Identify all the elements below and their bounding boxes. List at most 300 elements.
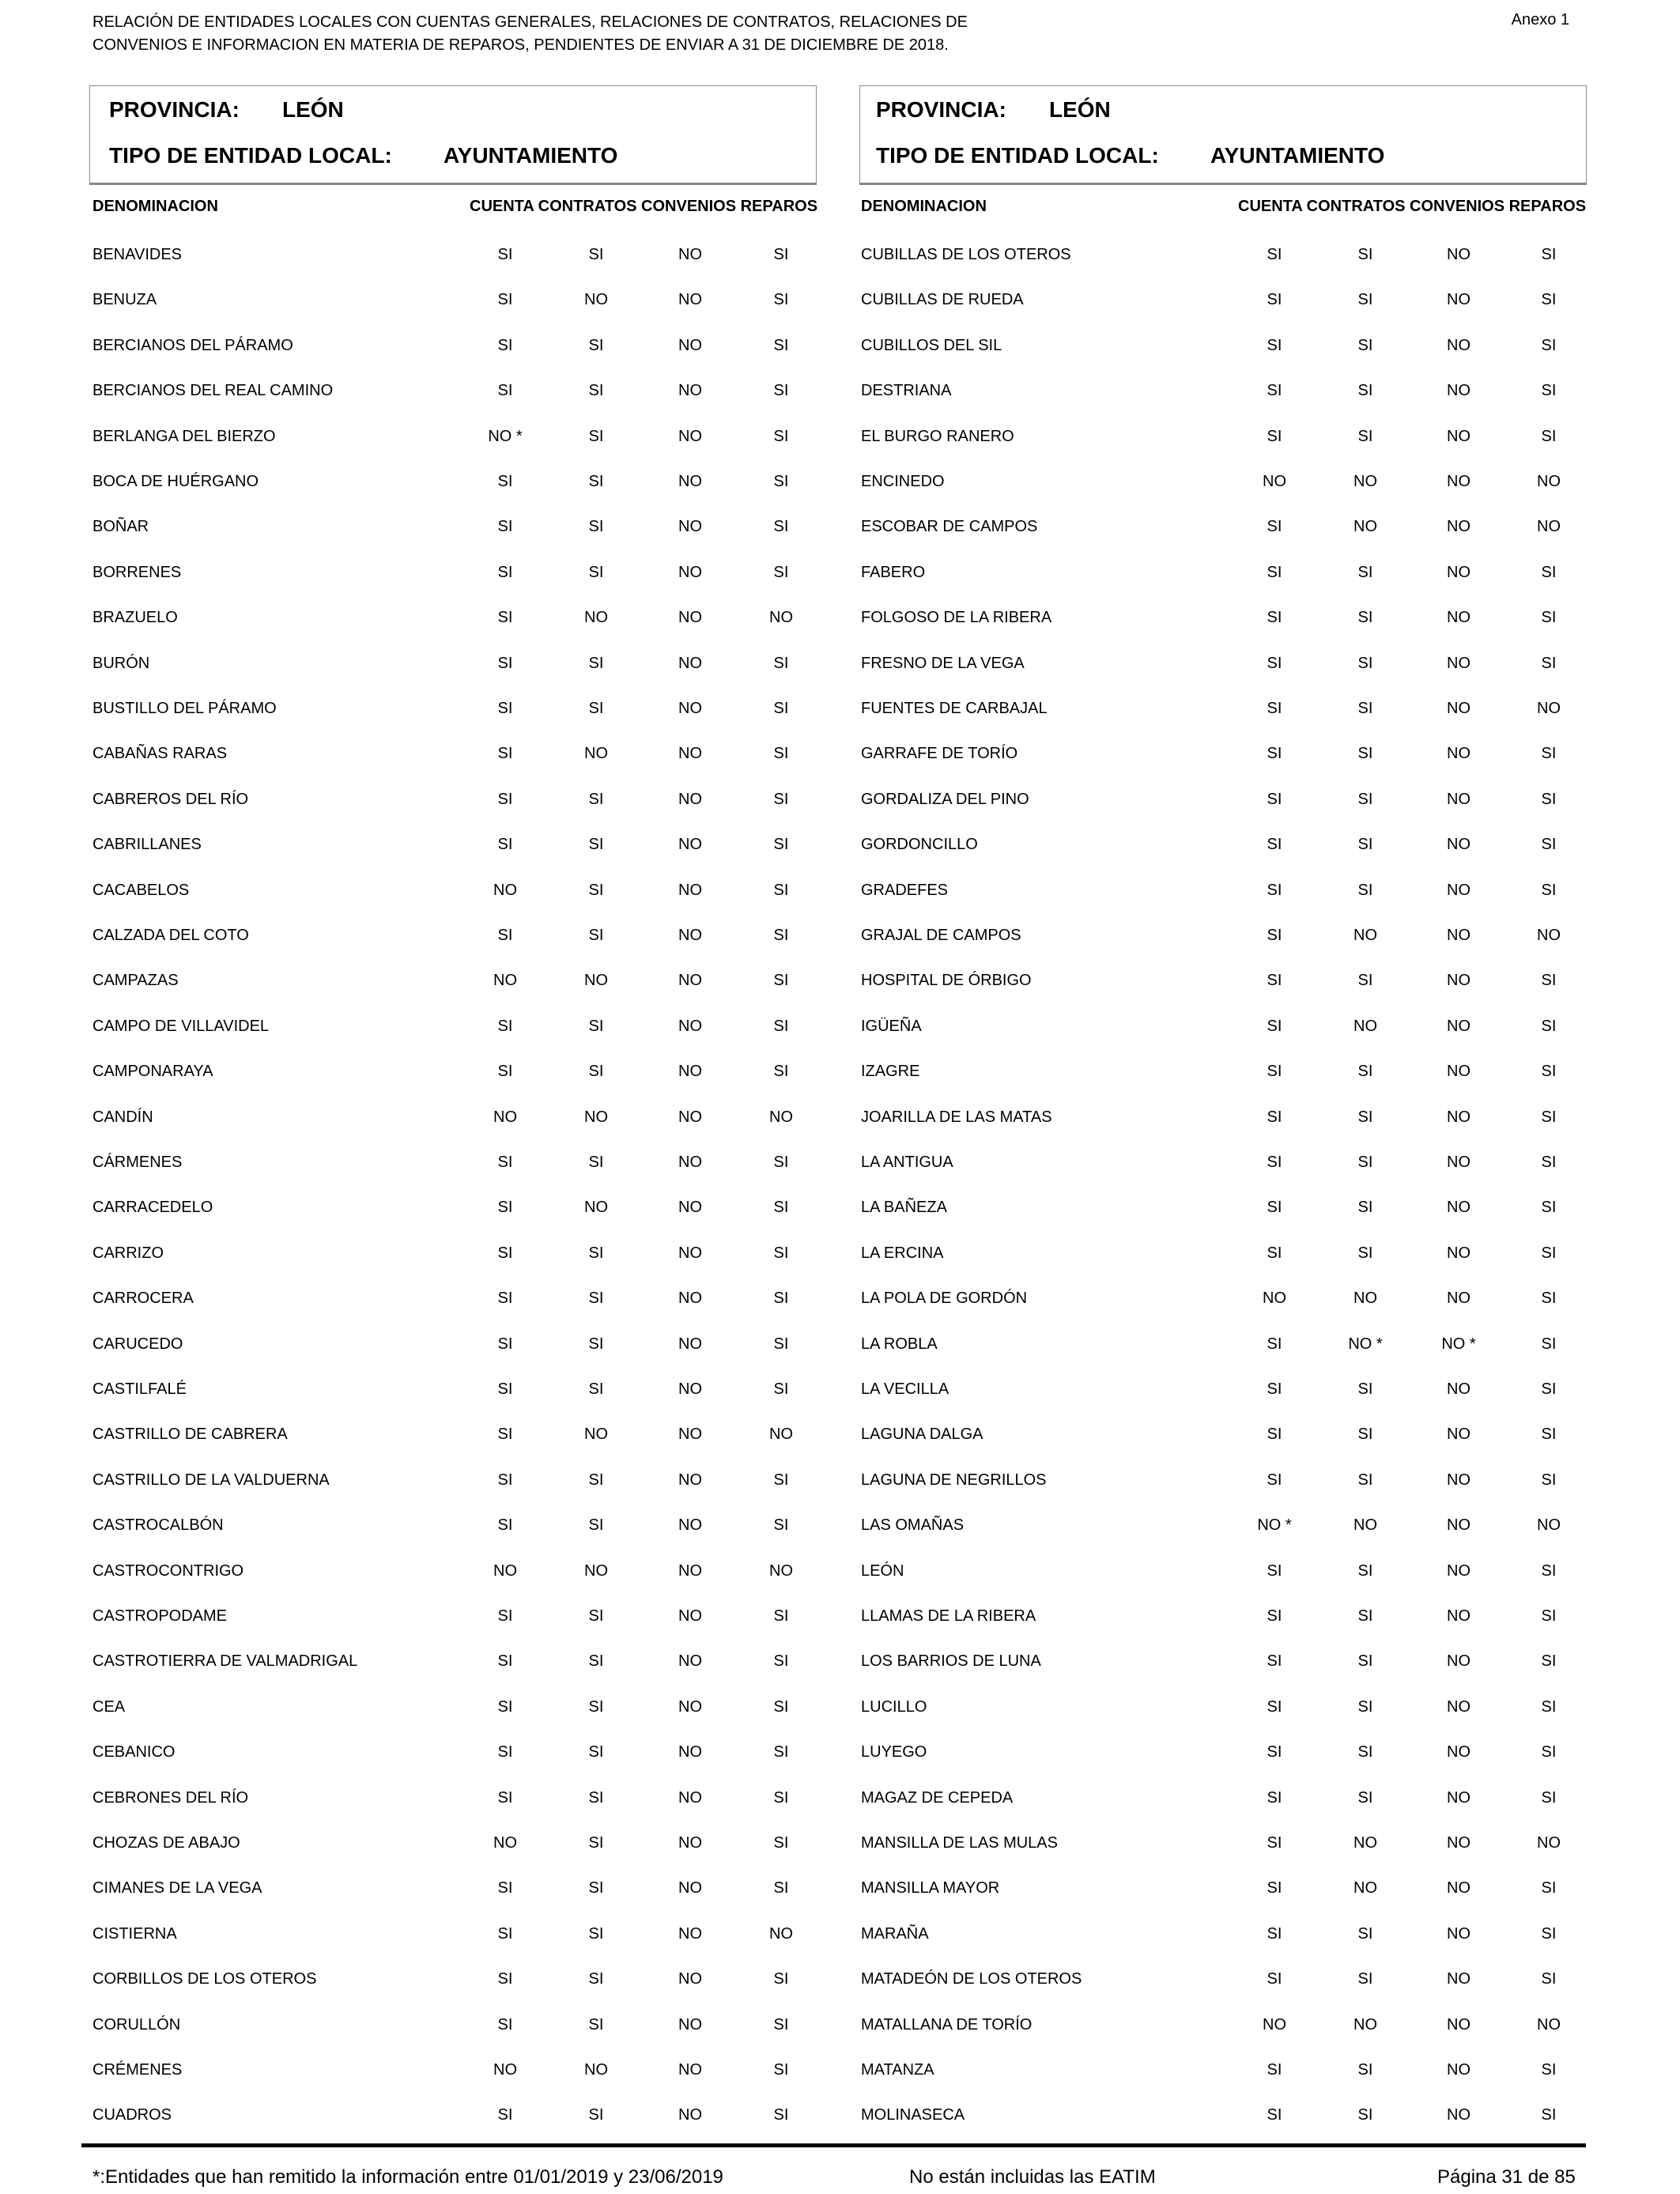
right-info-box (859, 85, 1587, 185)
cell-name: LA ERCINA (861, 1244, 944, 1262)
cell-name: MATADEÓN DE LOS OTEROS (861, 1970, 1082, 1988)
cell-convenios: NO (1447, 2106, 1470, 2124)
cell-reparos: SI (773, 1516, 789, 1535)
cell-cuenta: SI (1267, 836, 1282, 854)
cell-convenios: NO (1447, 2015, 1470, 2034)
cell-contratos: NO (584, 1199, 608, 1217)
cell-reparos: SI (773, 790, 789, 808)
cell-cuenta: SI (1267, 1335, 1282, 1353)
cell-convenios: NO (1447, 427, 1470, 445)
cell-name: CISTIERNA (92, 1924, 177, 1943)
cell-cuenta: SI (497, 1516, 513, 1535)
cell-convenios: NO (1447, 473, 1470, 490)
cell-reparos: SI (773, 2061, 789, 2079)
table-row (0, 1471, 1680, 1516)
cell-name: BOCA DE HUÉRGANO (92, 473, 259, 490)
cell-contratos: NO (584, 291, 608, 309)
footer-note: *:Entidades que han remitido la información entre 01/01/2019 y 23/06/2019 (92, 2166, 723, 2188)
cell-cuenta: SI (497, 291, 513, 309)
cell-contratos: SI (588, 1244, 604, 1262)
cell-convenios: NO (678, 473, 702, 490)
footer-eatim: No están incluidas las EATIM (909, 2166, 1156, 2188)
cell-name: BENUZA (92, 291, 157, 309)
provincia-value: LEÓN (1049, 97, 1111, 122)
cell-reparos: SI (773, 336, 789, 354)
table-row (0, 1516, 1680, 1561)
cell-contratos: SI (588, 881, 604, 899)
table-row (0, 1153, 1680, 1198)
cell-convenios: NO (678, 1426, 702, 1444)
cell-name: CÁRMENES (92, 1154, 183, 1171)
cell-cuenta: NO (493, 1561, 517, 1580)
cell-contratos: SI (588, 246, 604, 263)
title-line-1: RELACIÓN DE ENTIDADES LOCALES CON CUENTAS GENERALES, RELACIONES DE CONTRATOS, RELACIONES DE (92, 13, 968, 31)
cell-name: IZAGRE (861, 1063, 920, 1081)
cell-contratos: SI (1357, 1380, 1373, 1398)
table-row (0, 835, 1680, 880)
cell-reparos: SI (773, 518, 789, 536)
cell-contratos: SI (588, 654, 604, 672)
table-row (0, 1289, 1680, 1334)
cell-convenios: NO (1447, 1290, 1470, 1308)
cell-reparos: SI (1541, 1244, 1557, 1262)
cell-reparos: SI (773, 1017, 789, 1035)
cell-cuenta: SI (1267, 1154, 1282, 1171)
cell-name: CASTRILLO DE LA VALDUERNA (92, 1471, 330, 1489)
cell-cuenta: SI (1267, 1879, 1282, 1898)
cell-name: FOLGOSO DE LA RIBERA (861, 609, 1052, 627)
cell-name: CHOZAS DE ABAJO (92, 1834, 240, 1852)
cell-convenios: NO (678, 972, 702, 990)
cell-cuenta: SI (1267, 1244, 1282, 1262)
cell-reparos: SI (1541, 1335, 1557, 1353)
cell-convenios: NO (1447, 1063, 1470, 1081)
cell-convenios: NO (678, 2015, 702, 2034)
cell-contratos: SI (588, 1335, 604, 1353)
table-row (0, 971, 1680, 1016)
cell-cuenta: SI (1267, 1743, 1282, 1762)
cell-cuenta: SI (497, 745, 513, 763)
cell-cuenta: NO * (1257, 1516, 1292, 1535)
cell-convenios: NO (1447, 336, 1470, 354)
cell-name: MATANZA (861, 2061, 934, 2079)
cell-reparos: SI (773, 1879, 789, 1898)
cell-cuenta: SI (1267, 518, 1282, 536)
cell-cuenta: SI (1267, 1426, 1282, 1444)
cell-convenios: NO (1447, 1561, 1470, 1580)
cell-cuenta: NO (493, 2061, 517, 2079)
cell-cuenta: SI (497, 1788, 513, 1807)
cell-contratos: SI (1357, 1697, 1373, 1716)
cell-name: LA BAÑEZA (861, 1199, 947, 1217)
cell-cuenta: SI (497, 1426, 513, 1444)
cell-cuenta: SI (497, 1154, 513, 1171)
cell-reparos: SI (1541, 881, 1557, 899)
cell-name: CASTILFALÉ (92, 1380, 187, 1398)
cell-reparos: SI (1541, 790, 1557, 808)
cell-name: LAS OMAÑAS (861, 1516, 965, 1535)
left-info-box (89, 85, 817, 185)
cell-name: LA ANTIGUA (861, 1154, 953, 1171)
cell-reparos: NO (769, 1924, 793, 1943)
cell-name: MOLINASECA (861, 2106, 965, 2124)
cell-contratos: NO (584, 609, 608, 627)
cell-name: BERCIANOS DEL PÁRAMO (92, 336, 293, 354)
cell-name: LUCILLO (861, 1697, 927, 1716)
cell-reparos: SI (1541, 1063, 1557, 1081)
cell-convenios: NO (1447, 246, 1470, 263)
table-row (0, 608, 1680, 653)
cell-name: CUBILLAS DE LOS OTEROS (861, 246, 1071, 263)
cell-contratos: SI (588, 473, 604, 490)
table-row (0, 1969, 1680, 2015)
cell-cuenta: NO (493, 881, 517, 899)
cell-contratos: SI (1357, 382, 1373, 400)
cell-cuenta: NO * (488, 427, 523, 445)
cell-convenios: NO (1447, 609, 1470, 627)
table-row (0, 1743, 1680, 1788)
cell-reparos: SI (773, 427, 789, 445)
cell-convenios: NO (678, 1380, 702, 1398)
cell-contratos: SI (1357, 836, 1373, 854)
cell-name: GARRAFE DE TORÍO (861, 745, 1018, 763)
cell-cuenta: SI (1267, 972, 1282, 990)
cell-convenios: NO (678, 563, 702, 581)
cell-reparos: SI (773, 563, 789, 581)
cell-name: CEA (92, 1697, 126, 1716)
cell-name: BERCIANOS DEL REAL CAMINO (92, 382, 334, 400)
cell-name: FABERO (861, 563, 926, 581)
cell-convenios: NO (1447, 1154, 1470, 1171)
cell-contratos: SI (588, 1743, 604, 1762)
cell-contratos: NO (584, 745, 608, 763)
cell-reparos: SI (1541, 563, 1557, 581)
cell-name: LOS BARRIOS DE LUNA (861, 1652, 1041, 1671)
cell-convenios: NO (1447, 1380, 1470, 1398)
cell-cuenta: SI (1267, 881, 1282, 899)
cell-name: HOSPITAL DE ÓRBIGO (861, 972, 1032, 990)
cell-contratos: SI (588, 1924, 604, 1943)
cell-cuenta: SI (497, 1607, 513, 1625)
table-row (0, 1380, 1680, 1425)
cell-name: CIMANES DE LA VEGA (92, 1879, 262, 1898)
table-row (0, 563, 1680, 608)
cell-reparos: NO (1537, 473, 1561, 490)
title-line-2: CONVENIOS E INFORMACION EN MATERIA DE REPAROS, PENDIENTES DE ENVIAR A 31 DE DICIEMBRE DE 2018. (92, 36, 949, 54)
cell-contratos: SI (588, 836, 604, 854)
cell-convenios: NO (678, 1516, 702, 1535)
cell-reparos: SI (773, 1471, 789, 1489)
cell-convenios: NO (1447, 700, 1470, 717)
cell-name: CEBANICO (92, 1743, 176, 1762)
cell-contratos: SI (588, 1380, 604, 1398)
cell-name: CASTROTIERRA DE VALMADRIGAL (92, 1652, 358, 1671)
cell-name: BUSTILLO DEL PÁRAMO (92, 700, 277, 717)
cell-convenios: NO (678, 336, 702, 354)
cell-reparos: SI (773, 1335, 789, 1353)
cell-reparos: SI (1541, 1652, 1557, 1671)
cell-cuenta: SI (1267, 700, 1282, 717)
cell-cuenta: SI (497, 518, 513, 536)
cell-contratos: NO (1353, 1516, 1377, 1535)
cell-reparos: NO (1537, 700, 1561, 717)
cell-contratos: SI (588, 427, 604, 445)
cell-name: FUENTES DE CARBAJAL (861, 700, 1048, 717)
cell-reparos: SI (1541, 1743, 1557, 1762)
cell-name: GORDONCILLO (861, 836, 978, 854)
cell-name: CAMPAZAS (92, 972, 179, 990)
cell-reparos: SI (1541, 1607, 1557, 1625)
cell-reparos: SI (773, 1970, 789, 1988)
cell-reparos: SI (1541, 1788, 1557, 1807)
cell-reparos: SI (773, 1788, 789, 1807)
cell-reparos: SI (773, 473, 789, 490)
cell-cuenta: SI (497, 700, 513, 717)
cell-convenios: NO (1447, 1652, 1470, 1671)
cell-cuenta: SI (1267, 2061, 1282, 2079)
cell-cuenta: SI (497, 1017, 513, 1035)
cell-convenios: NO (678, 1063, 702, 1081)
cell-reparos: NO (769, 609, 793, 627)
cell-convenios: NO (678, 1788, 702, 1807)
cell-contratos: SI (588, 790, 604, 808)
cell-contratos: SI (1357, 654, 1373, 672)
cell-convenios: NO (1447, 1743, 1470, 1762)
table-row (0, 1062, 1680, 1107)
cell-convenios: NO (1447, 881, 1470, 899)
cell-cuenta: SI (1267, 1834, 1282, 1852)
cell-reparos: SI (1541, 1879, 1557, 1898)
table-row (0, 1561, 1680, 1607)
cell-convenios: NO (678, 654, 702, 672)
cell-name: LEÓN (861, 1561, 904, 1580)
footer-divider (81, 2143, 1586, 2147)
cell-convenios: NO (678, 1652, 702, 1671)
cell-cuenta: NO (493, 1108, 517, 1126)
cell-cuenta: SI (1267, 1788, 1282, 1807)
cell-reparos: NO (1537, 927, 1561, 944)
cell-contratos: SI (588, 1652, 604, 1671)
table-row (0, 744, 1680, 789)
tipo-value: AYUNTAMIENTO (444, 143, 618, 168)
cell-contratos: SI (1357, 2061, 1373, 2079)
cell-contratos: SI (1357, 246, 1373, 263)
cell-convenios: NO (678, 1154, 702, 1171)
cell-reparos: SI (773, 1697, 789, 1716)
cell-contratos: SI (1357, 1063, 1373, 1081)
cell-name: MANSILLA MAYOR (861, 1879, 1000, 1898)
cell-contratos: NO (1353, 1290, 1377, 1308)
cell-cuenta: SI (497, 246, 513, 263)
cell-name: MANSILLA DE LAS MULAS (861, 1834, 1058, 1852)
cell-convenios: NO (1447, 972, 1470, 990)
table-row (0, 654, 1680, 699)
cell-convenios: NO (678, 1017, 702, 1035)
cell-contratos: SI (588, 1290, 604, 1308)
table-row (0, 1833, 1680, 1879)
cell-name: FRESNO DE LA VEGA (861, 654, 1025, 672)
cell-contratos: SI (588, 563, 604, 581)
tipo-value: AYUNTAMIENTO (1210, 143, 1385, 168)
cell-reparos: SI (773, 1743, 789, 1762)
cell-name: BENAVIDES (92, 246, 182, 263)
table-row (0, 1924, 1680, 1969)
cell-cuenta: SI (497, 1199, 513, 1217)
cell-contratos: SI (1357, 2106, 1373, 2124)
cell-name: CRÉMENES (92, 2061, 183, 2079)
cell-cuenta: SI (497, 1290, 513, 1308)
cell-contratos: SI (588, 382, 604, 400)
cell-reparos: SI (773, 382, 789, 400)
cell-cuenta: SI (497, 1924, 513, 1943)
cell-reparos: SI (773, 1834, 789, 1852)
cell-convenios: NO (678, 1743, 702, 1762)
cell-contratos: SI (588, 1697, 604, 1716)
cell-reparos: SI (773, 1380, 789, 1398)
cell-name: LA POLA DE GORDÓN (861, 1290, 1028, 1308)
cell-contratos: NO (584, 972, 608, 990)
cell-name: BERLANGA DEL BIERZO (92, 427, 276, 445)
cell-convenios: NO (678, 881, 702, 899)
cell-contratos: NO (1353, 1017, 1377, 1035)
cell-name: GRADEFES (861, 881, 949, 899)
table-row (0, 1335, 1680, 1380)
cell-convenios: NO (678, 1697, 702, 1716)
cell-convenios: NO (678, 1199, 702, 1217)
provincia-label: PROVINCIA: (109, 97, 240, 122)
cell-contratos: SI (588, 927, 604, 944)
cell-name: ESCOBAR DE CAMPOS (861, 518, 1038, 536)
table-row (0, 245, 1680, 290)
cell-cuenta: SI (497, 1652, 513, 1671)
table-row (0, 926, 1680, 971)
cell-contratos: SI (1357, 1108, 1373, 1126)
cell-cuenta: SI (497, 2106, 513, 2124)
table-row (0, 881, 1680, 926)
cell-contratos: SI (588, 1970, 604, 1988)
cell-cuenta: SI (497, 1471, 513, 1489)
cell-contratos: SI (1357, 1607, 1373, 1625)
cell-cuenta: SI (1267, 1970, 1282, 1988)
cell-cuenta: SI (1267, 1561, 1282, 1580)
cell-convenios: NO (1447, 563, 1470, 581)
cell-cuenta: NO (493, 1834, 517, 1852)
cell-convenios: NO (678, 1244, 702, 1262)
cell-reparos: SI (773, 836, 789, 854)
cell-contratos: NO (584, 1561, 608, 1580)
cell-cuenta: SI (497, 1335, 513, 1353)
table-row (0, 427, 1680, 472)
cell-contratos: SI (1357, 881, 1373, 899)
cell-contratos: SI (588, 2015, 604, 2034)
cell-contratos: SI (1357, 1788, 1373, 1807)
cell-reparos: SI (1541, 246, 1557, 263)
cell-convenios: NO (678, 1607, 702, 1625)
table-row (0, 290, 1680, 335)
cell-reparos: SI (773, 291, 789, 309)
cell-name: CAMPONARAYA (92, 1063, 213, 1081)
cell-convenios: NO (678, 291, 702, 309)
cell-name: CASTROCALBÓN (92, 1516, 224, 1535)
table-row (0, 1697, 1680, 1743)
table-row (0, 1652, 1680, 1697)
cell-contratos: SI (1357, 1244, 1373, 1262)
cell-convenios: NO (678, 1108, 702, 1126)
table-row (0, 1108, 1680, 1153)
cell-contratos: SI (588, 1879, 604, 1898)
cell-convenios: NO (1447, 1426, 1470, 1444)
cell-reparos: NO (1537, 1516, 1561, 1535)
cell-cuenta: SI (1267, 382, 1282, 400)
cell-reparos: SI (1541, 1924, 1557, 1943)
cell-reparos: SI (1541, 382, 1557, 400)
cell-contratos: SI (1357, 563, 1373, 581)
cell-reparos: NO (1537, 518, 1561, 536)
cell-convenios: NO (678, 2106, 702, 2124)
cell-reparos: SI (1541, 2061, 1557, 2079)
cell-reparos: SI (1541, 291, 1557, 309)
cell-contratos: NO * (1348, 1335, 1383, 1353)
cell-name: CUBILLAS DE RUEDA (861, 291, 1024, 309)
cell-reparos: NO (1537, 2015, 1561, 2034)
cell-convenios: NO (1447, 1697, 1470, 1716)
cell-name: GORDALIZA DEL PINO (861, 790, 1029, 808)
cell-reparos: SI (773, 1652, 789, 1671)
cell-cuenta: SI (497, 1970, 513, 1988)
cell-reparos: SI (773, 1063, 789, 1081)
table-row (0, 517, 1680, 562)
cell-convenios: NO (678, 790, 702, 808)
cell-contratos: SI (588, 1834, 604, 1852)
column-header-values: CUENTA CONTRATOS CONVENIOS REPAROS (1238, 198, 1587, 215)
cell-convenios: NO * (1441, 1335, 1476, 1353)
cell-reparos: SI (1541, 1290, 1557, 1308)
cell-convenios: NO (1447, 1924, 1470, 1943)
cell-reparos: SI (773, 972, 789, 990)
cell-name: LA VECILLA (861, 1380, 949, 1398)
cell-cuenta: SI (497, 382, 513, 400)
cell-contratos: SI (588, 1154, 604, 1171)
cell-convenios: NO (678, 700, 702, 717)
cell-contratos: SI (1357, 1924, 1373, 1943)
cell-convenios: NO (1447, 291, 1470, 309)
cell-contratos: SI (1357, 1652, 1373, 1671)
cell-reparos: NO (769, 1108, 793, 1126)
cell-name: CORULLÓN (92, 2015, 181, 2034)
cell-contratos: SI (1357, 1561, 1373, 1580)
column-header-values: CUENTA CONTRATOS CONVENIOS REPAROS (470, 198, 818, 215)
table-row (0, 790, 1680, 835)
cell-convenios: NO (678, 1471, 702, 1489)
cell-reparos: SI (773, 1199, 789, 1217)
table-row (0, 1425, 1680, 1470)
cell-convenios: NO (678, 1970, 702, 1988)
cell-reparos: SI (773, 246, 789, 263)
cell-contratos: NO (1353, 1879, 1377, 1898)
cell-convenios: NO (1447, 1516, 1470, 1535)
annex-label: Anexo 1 (1511, 11, 1569, 28)
cell-contratos: SI (1357, 972, 1373, 990)
cell-cuenta: SI (497, 927, 513, 944)
cell-name: CAMPO DE VILLAVIDEL (92, 1017, 270, 1035)
cell-reparos: SI (773, 1154, 789, 1171)
cell-cuenta: SI (497, 1879, 513, 1898)
cell-convenios: NO (678, 1924, 702, 1943)
cell-convenios: NO (678, 1561, 702, 1580)
cell-contratos: SI (588, 1607, 604, 1625)
cell-contratos: SI (588, 1063, 604, 1081)
cell-cuenta: SI (1267, 1380, 1282, 1398)
